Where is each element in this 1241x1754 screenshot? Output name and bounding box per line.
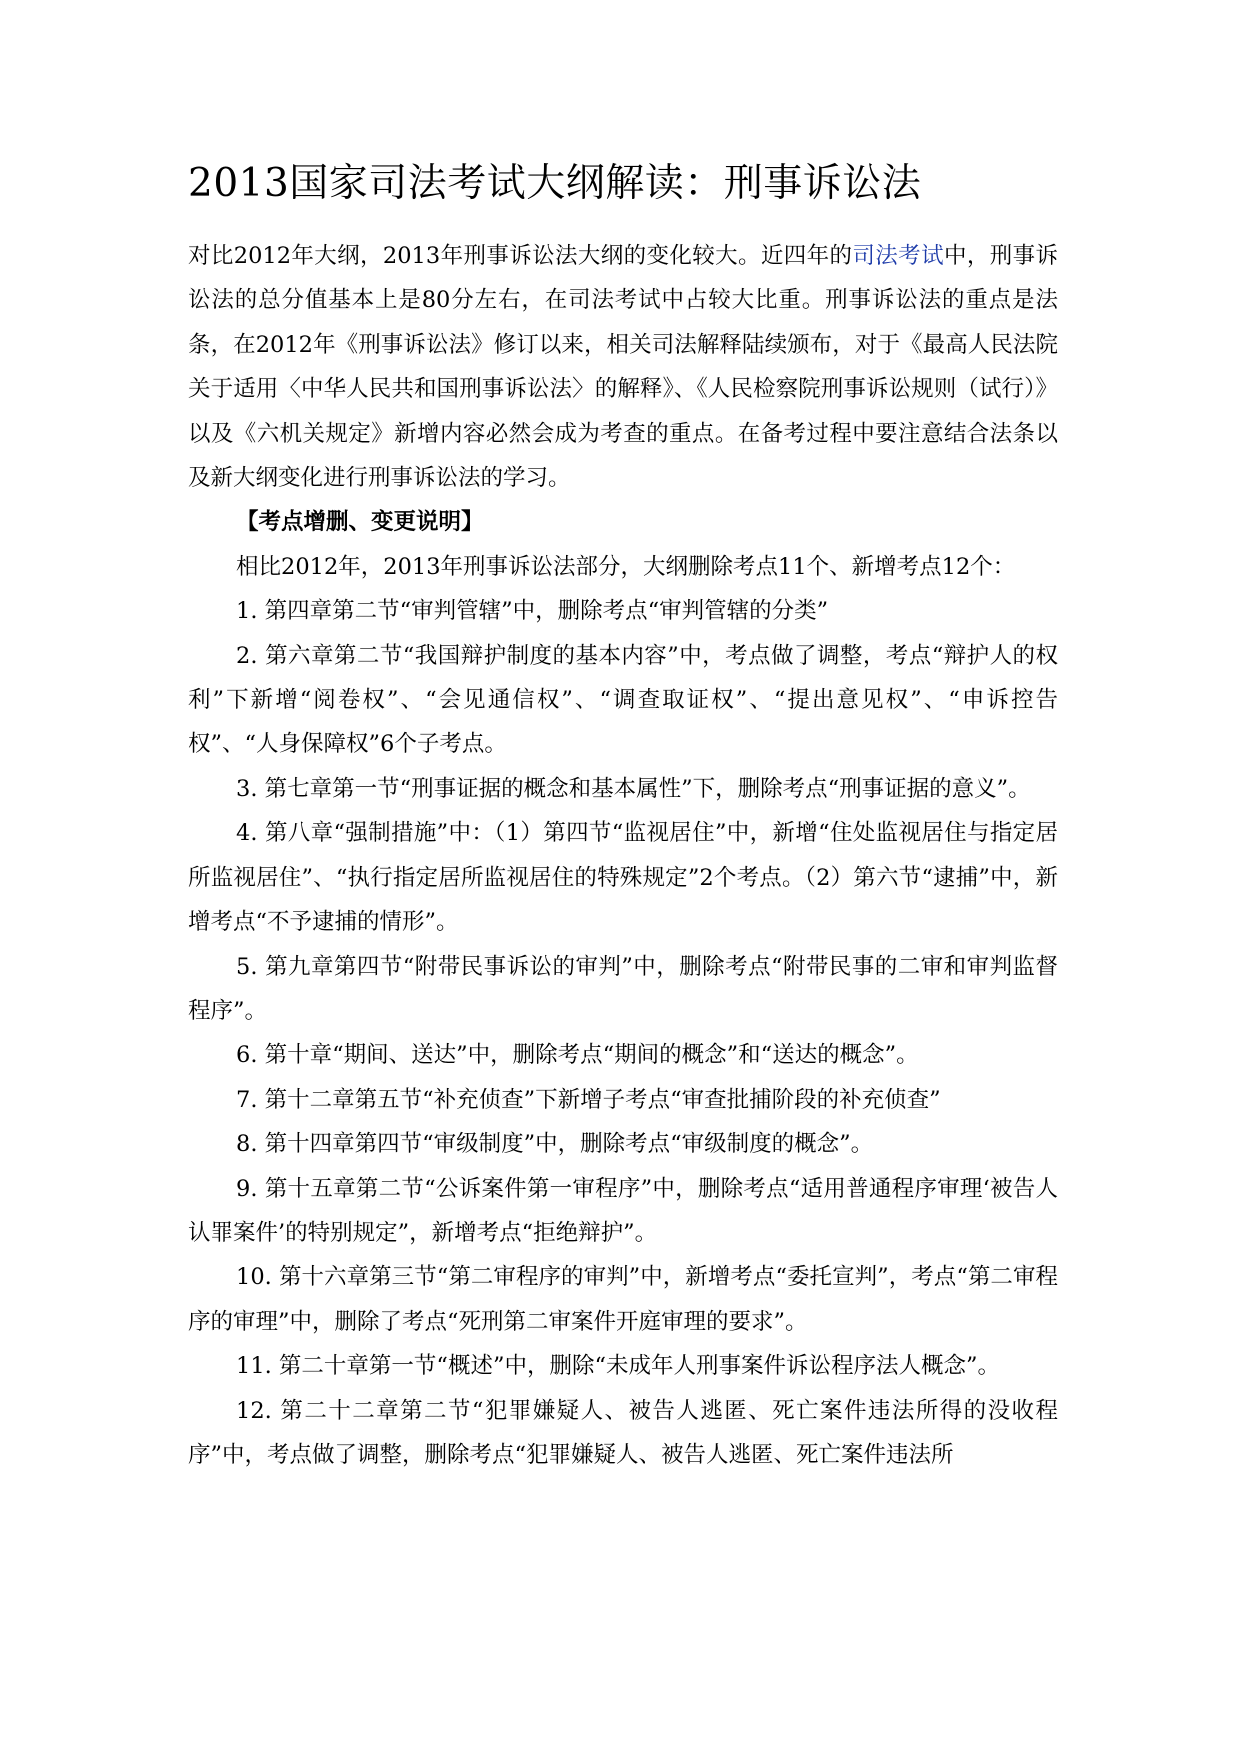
list-item-8: 8. 第十四章第四节“审级制度”中，删除考点“审级制度的概念”。 (236, 1131, 874, 1158)
intro-paragraph (188, 234, 1058, 500)
list-item-7: 7. 第十二章第五节“补充侦查”下新增子考点“审查批捕阶段的补充侦查” (236, 1086, 941, 1113)
list-item-4: 4. 第八章“强制措施”中：（1）第四节“监视居住”中，新增“住处监视居住与指定居所监视居住”、“执行指定居所监视居住的特殊规定”2个考点。（2）第六节“逮捕”中，新增考点“不予逮捕的情形”。 (188, 820, 1058, 936)
list-item-6: 6. 第十章“期间、送达”中，删除考点“期间的概念”和“送达的概念”。 (236, 1042, 919, 1069)
list-item-11: 11. 第二十章第一节“概述”中，删除“未成年人刑事案件诉讼程序法人概念”。 (236, 1353, 1000, 1380)
document-title: 2013国家司法考试大纲解读：刑事诉讼法 (188, 161, 922, 206)
list-item-3: 3. 第七章第一节“刑事证据的概念和基本属性”下，删除考点“刑事证据的意义”。 (236, 775, 1031, 802)
list-item-2: 2. 第六章第二节“我国辩护制度的基本内容”中，考点做了调整，考点“辩护人的权利”下新增“阅卷权”、“会见通信权”、“调查取证权”、“提出意见权”、“申诉控告权”、“人身保障权”6个子考点。 (188, 642, 1058, 758)
summary-paragraph: 相比2012年，2013年刑事诉讼法部分，大纲删除考点11个、新增考点12个： (236, 553, 1016, 580)
list-item-10: 10. 第十六章第三节“第二审程序的审判”中，新增考点“委托宣判”，考点“第二审程序的审理”中，删除了考点“死刑第二审案件开庭审理的要求”。 (188, 1264, 1058, 1335)
judicial-exam-link[interactable]: 司法考试 (852, 243, 944, 269)
section-heading: 【考点增删、变更说明】 (236, 509, 484, 536)
intro-text-start: 对比2012年大纲，2013年刑事诉讼法大纲的变化较大。近四年的 (188, 243, 853, 269)
document-body (188, 234, 1058, 1477)
list-item-12: 12. 第二十二章第二节“犯罪嫌疑人、被告人逃匿、死亡案件违法所得的没收程序”中，考点做了调整，删除考点“犯罪嫌疑人、被告人逃匿、死亡案件违法所 (188, 1397, 1058, 1468)
intro-text-end: 中，刑事诉讼法的总分值基本上是80分左右，在司法考试中占较大比重。刑事诉讼法的重点是法条，在2012年《刑事诉讼法》修订以来，相关司法解释陆续颁布，对于《最高人民法院关于适用〈中华人民共和国刑事诉讼法〉的解释》、《人民检察院刑事诉讼规则（试行）》以及《六机关规定》新增内容必然会成为考查的重点。在备考过程中要注意结合法条以及新大纲变化进行刑事诉讼法的学习。 (188, 243, 1058, 492)
list-item-1: 1. 第四章第二节“审判管辖”中，删除考点“审判管辖的分类” (236, 598, 829, 625)
list-item-9: 9. 第十五章第二节“公诉案件第一审程序”中，删除考点“适用普通程序审理‘被告人认罪案件’的特别规定”，新增考点“拒绝辩护”。 (188, 1175, 1058, 1246)
list-item-5: 5. 第九章第四节“附带民事诉讼的审判”中，删除考点“附带民事的二审和审判监督程序”。 (188, 953, 1058, 1024)
